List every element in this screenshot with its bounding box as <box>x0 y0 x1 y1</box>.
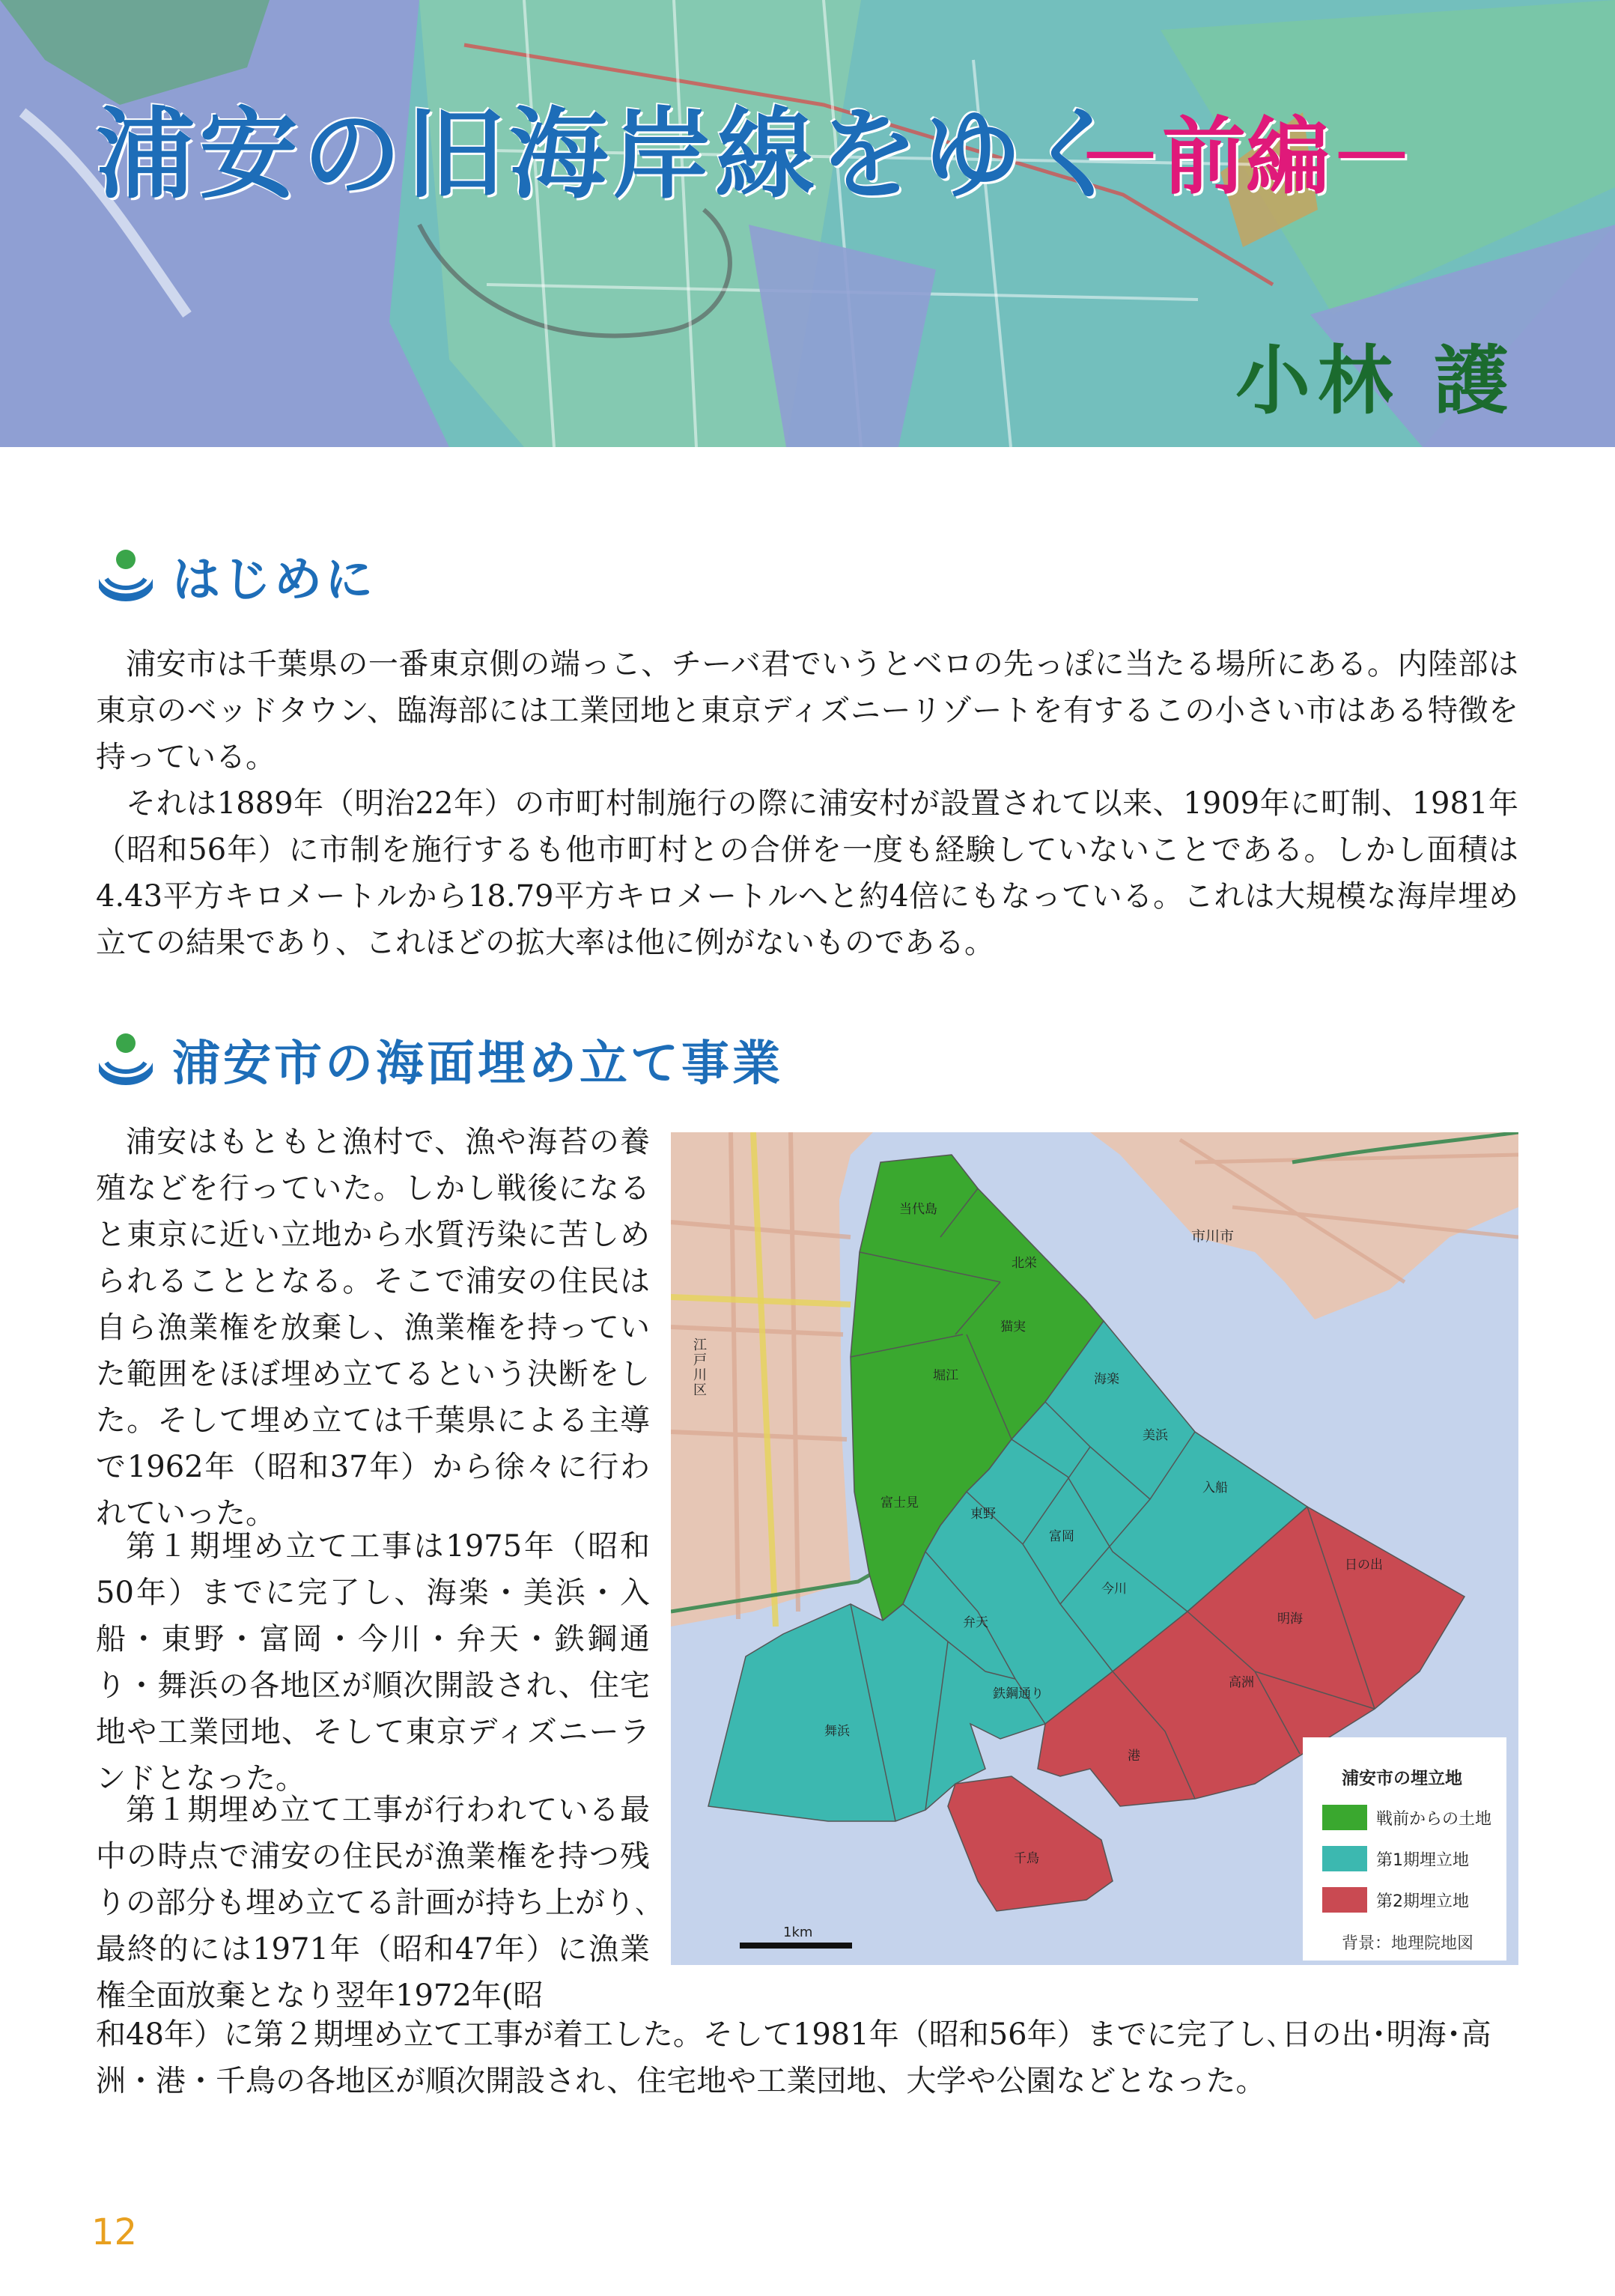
label-chidori: 千鳥 <box>1014 1851 1039 1866</box>
label-minato: 港 <box>1128 1749 1140 1764</box>
legend-swatch-phase1 <box>1322 1846 1367 1871</box>
label-edogawa-4: 区 <box>693 1382 707 1398</box>
map-legend <box>1303 1737 1506 1961</box>
section-emblem-icon <box>96 546 156 606</box>
label-takasu: 高洲 <box>1229 1675 1254 1690</box>
legend-item <box>1322 1887 1469 1913</box>
header-banner <box>0 0 1615 447</box>
label-higashino: 東野 <box>970 1507 996 1522</box>
scale-label: 1km <box>783 1925 813 1940</box>
legend-label: 戦前からの土地 <box>1376 1809 1492 1829</box>
label-edogawa-3: 川 <box>693 1367 707 1383</box>
label-benten: 弁天 <box>963 1615 988 1630</box>
section-emblem-icon <box>96 1030 156 1090</box>
label-akemi: 明海 <box>1277 1612 1303 1627</box>
reclamation-paragraph-1: 浦安はもともと漁村で、漁や海苔の養殖などを行っていた。しかし戦後になると東京に近い立地から水質汚染に苦しめられることとなる。そこで浦安の住民は自ら漁業権を放棄し、漁業権を持っていた範囲をほぼ埋め立てるという決断をした。そして埋め立ては千葉県による主導で1962年（昭和37年）から徐々に行われていった。 <box>96 1125 650 1531</box>
section-heading-reclamation <box>96 1026 783 1093</box>
label-edogawa-2: 戸 <box>693 1352 707 1368</box>
legend-swatch-prewar <box>1322 1805 1367 1830</box>
legend-title: 浦安市の埋立地 <box>1342 1769 1462 1788</box>
label-tekkou: 鉄鋼通り <box>993 1686 1044 1701</box>
scale-bar-line <box>740 1943 852 1949</box>
label-imagawa: 今川 <box>1101 1582 1127 1597</box>
label-kitasakae: 北栄 <box>1012 1256 1037 1271</box>
reclamation-paragraph-3: 第１期埋め立て工事が行われている最中の時点で浦安の住民が漁業権を持つ残りの部分も埋め立てる計画が持ち上がり､最終的には1971年（昭和47年）に漁業権全面放棄となり翌年1972年(昭 <box>96 1793 650 2013</box>
label-fujimi: 富士見 <box>881 1495 919 1510</box>
reclamation-paragraph-2: 第１期埋め立て工事は1975年（昭和50年）までに完了し、海楽・美浜・入船・東野・富岡・今川・弁天・鉄鋼通り・舞浜の各地区が順次開設され、住宅地や工業団地、そして東京ディズニーランドとなった。 <box>96 1529 650 1796</box>
label-irifune: 入船 <box>1202 1480 1228 1495</box>
label-ichikawa: 市川市 <box>1191 1228 1235 1245</box>
legend-label: 第1期埋立地 <box>1376 1850 1469 1870</box>
label-tomioka: 富岡 <box>1049 1529 1074 1544</box>
section-heading-text: 浦安市の海面埋め立て事業 <box>172 1036 783 1092</box>
intro-paragraph-1: 浦安市は千葉県の一番東京側の端っこ、チーバ君でいうとベロの先っぽに当たる場所にある。内陸部は東京のベッドタウン、臨海部には工業団地と東京ディズニーリゾートを有するこの小さい市はある特徴を持っている。 <box>96 647 1518 774</box>
label-mihama: 美浜 <box>1143 1428 1168 1443</box>
intro-paragraph-2: それは1889年（明治22年）の市町村制施行の際に浦安村が設置されて以来、1909年に町制、1981年（昭和56年）に市制を施行するも他市町村との合併を一度も経験していないことである。しかし面積は4.43平方キロメートルから18.79平方キロメートルへと約4倍にもなっている。これは大規模な海岸埋め立ての結果であり、これほどの拡大率は他に例がないものである。 <box>96 786 1518 960</box>
map-scale-bar <box>740 1925 852 1952</box>
label-nekozane: 猫実 <box>1000 1319 1026 1334</box>
article-subtitle: －前編－ <box>1078 108 1414 206</box>
legend-swatch-phase2 <box>1322 1887 1367 1913</box>
label-hinode: 日の出 <box>1345 1558 1383 1573</box>
article-title: 浦安の旧海岸線をゆく <box>96 97 1129 213</box>
label-maihama: 舞浜 <box>824 1724 850 1739</box>
reclamation-paragraph-3-tail: 和48年）に第２期埋め立て工事が着工した。そして1981年（昭和56年）までに完了し､日の出･明海･高洲・港・千鳥の各地区が順次開設され、住宅地や工業団地、大学や公園などとなった。 <box>96 2017 1491 2098</box>
legend-label: 第2期埋立地 <box>1376 1892 1469 1911</box>
label-edogawa-1: 江 <box>693 1337 707 1353</box>
legend-item <box>1322 1846 1469 1871</box>
map-source: 背景：地理院地図 <box>1342 1934 1474 1953</box>
label-toudaijima: 当代島 <box>899 1202 937 1217</box>
section-heading-intro <box>96 542 376 610</box>
legend-item <box>1322 1805 1491 1830</box>
label-kairaku: 海楽 <box>1094 1372 1119 1387</box>
section-heading-text: はじめに <box>172 552 376 608</box>
page-number: 12 <box>91 2211 138 2253</box>
author-name: 小林 護 <box>1235 336 1516 425</box>
label-horie: 堀江 <box>933 1368 958 1383</box>
